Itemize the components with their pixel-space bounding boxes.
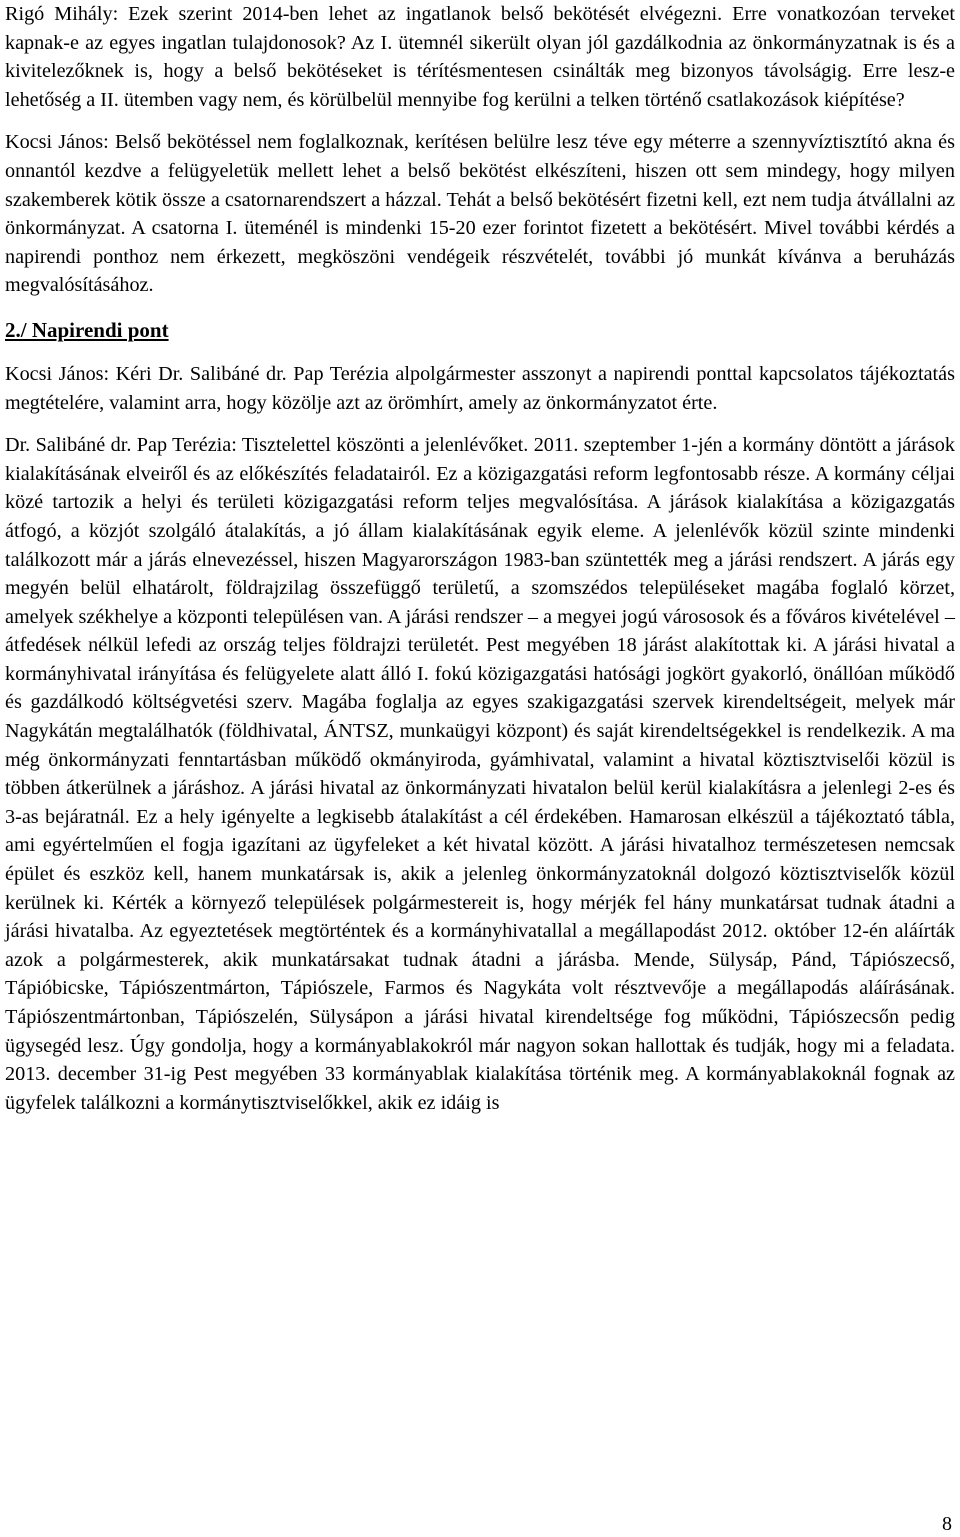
paragraph-gap [5, 300, 955, 314]
paragraph-kocsi-request: Kocsi János: Kéri Dr. Salibáné dr. Pap Terézia alpolgármester asszonyt a napirendi ponttal kapcsolatos tájékoztatás megtételére, valamint arra, hogy közölje azt az örömhírt, amely az önkormányzatot érte. [5, 362, 955, 414]
paragraph-rigo-question: Rigó Mihály: Ezek szerint 2014-ben lehet az ingatlanok belső bekötését elvégezni. Erre vonatkozóan terveket kapnak-e az egyes ingatlan tulajdonosok? Az I. ütemnél sikerült olyan jól gazdálkodnia az önkormányzatnak is és a kivitelezőknek is, hogy a belső bekötéseket is térítésmentesen csinálták meg bizonyos távolságig. Erre lesz-e lehetőség a II. ütemben vagy nem, és körülbelül mennyibe fog kerülni a telken történő csatlakozások kiépítése? [5, 3, 955, 111]
paragraph-gap [5, 114, 955, 128]
page-number: 8 [942, 1513, 952, 1535]
paragraph-kocsi-answer: Kocsi János: Belső bekötéssel nem foglalkoznak, kerítésen belülre lesz téve egy méterre a szennyvíztisztító akna és onnantól kezdve a felügyeletük mellett lehet a belső bekötést elkészíteni, hiszen ott sem mindegy, hogy milyen szakemberek kötik össze a csatornarendszert a házzal. Tehát a belső bekötésért fizetni kell, ezt nem tudja átvállalni az önkormányzat. A csatorna I. üteménél is mindenki 15-20 ezer forintot fizetett a bekötésért. Mivel további kérdés a napirendi ponthoz nem érkezett, megköszöni vendégeik részvételét, további jó munkát kívánva a beruházás megvalósításához. [5, 131, 955, 297]
agenda-item-heading: 2./ Napirendi pont [5, 317, 169, 342]
paragraph-gap [5, 346, 955, 360]
document-page [5, 0, 955, 1117]
paragraph-salibane-report: Dr. Salibáné dr. Pap Terézia: Tisztelettel köszönti a jelenlévőket. 2011. szeptember 1-jén a kormány döntött a járások kialakításának elveiről és az előkészítés feladatairól. Ez a közigazgatási reform legfontosabb része. A kormány céljai közé tartozik a helyi és területi közigazgatási reform teljes megvalósítása. A járások kialakítása a közigazgatás átfogó, a közjót szolgáló átalakítás, a jó állam kialakításának egyik eleme. A jelenlévők közül szinte mindenki találkozott már a járás elnevezéssel, hiszen Magyarországon 1983-ban szüntették meg a járási rendszert. A járás egy megyén belül elhatárolt, földrajzilag összefüggő területű, a szomszédos településeket magába foglaló körzet, amelyek székhelye a központi településen van. A járási rendszer – a megyei jogú várososok és a főváros kivételével – átfedések nélkül lefedi az ország teljes földrajzi területét. Pest megyében 18 járást alakítottak ki. A járási hivatal a kormányhivatal irányítása és felügyelete alatt álló I. fokú közigazgatási hatósági jogkört gyakorló, önállóan működő és gazdálkodó költségvetési szerv. Magába foglalja az egyes szakigazgatási szervek kirendeltségeit, melyek már Nagykátán megtalálhatók (földhivatal, ÁNTSZ, munkaügyi központ) és saját kirendeltségekkel is rendelkezik. A ma még önkormányzati fenntartásban működő okmányiroda, gyámhivatal, valamint a hivatal köztisztviselői közül is többen átkerülnek a járáshoz. A járási hivatal az önkormányzati hivatalon belül kerül kialakításra a jelenlegi 2-es és 3-as bejáratnál. Ez a hely igényelte a legkisebb átalakítást a cél érdekében. Hamarosan elkészül a tájékoztató tábla, ami egyértelműen el fogja igazítani az ügyfeleket a két hivatal között. A járási hivatalhoz természetesen nemcsak épület és eszköz kell, hanem munkatársak is, akik a jelenleg önkormányzatoknál dolgozó köztisztviselők közül kerülnek ki. Kérték a környező települések polgármestereit is, hogy mérjék fel hány munkatársat tudnak átadni a járási hivatalba. Az egyeztetések megtörténtek és a kormányhivatallal a megállapodást 2012. október 12-én aláírták azok a polgármesterek, akik munkatársakat tudnak átadni a járásba. Mende, Sülysáp, Pánd, Tápiószecső, Tápióbicske, Tápiószentmárton, Tápiószele, Farmos és Nagykáta volt résztvevője a megállapodás aláírásának. Tápiószentmártonban, Tápiószelén, Sülysápon a járási hivatal kirendeltsége fog működni, Tápiószecsőn pedig ügysegéd lesz. Úgy gondolja, hogy a kormányablakokról már nagyon sokan hallottak és tudják, hogy mi a feladata. 2013. december 31-ig Pest megyében 33 kormányablak kialakítása történik meg. A kormányablakoknál fognak az ügyfelek találkozni a kormánytisztviselőkkel, akik ez idáig is [5, 434, 955, 1114]
paragraph-gap [5, 417, 955, 431]
